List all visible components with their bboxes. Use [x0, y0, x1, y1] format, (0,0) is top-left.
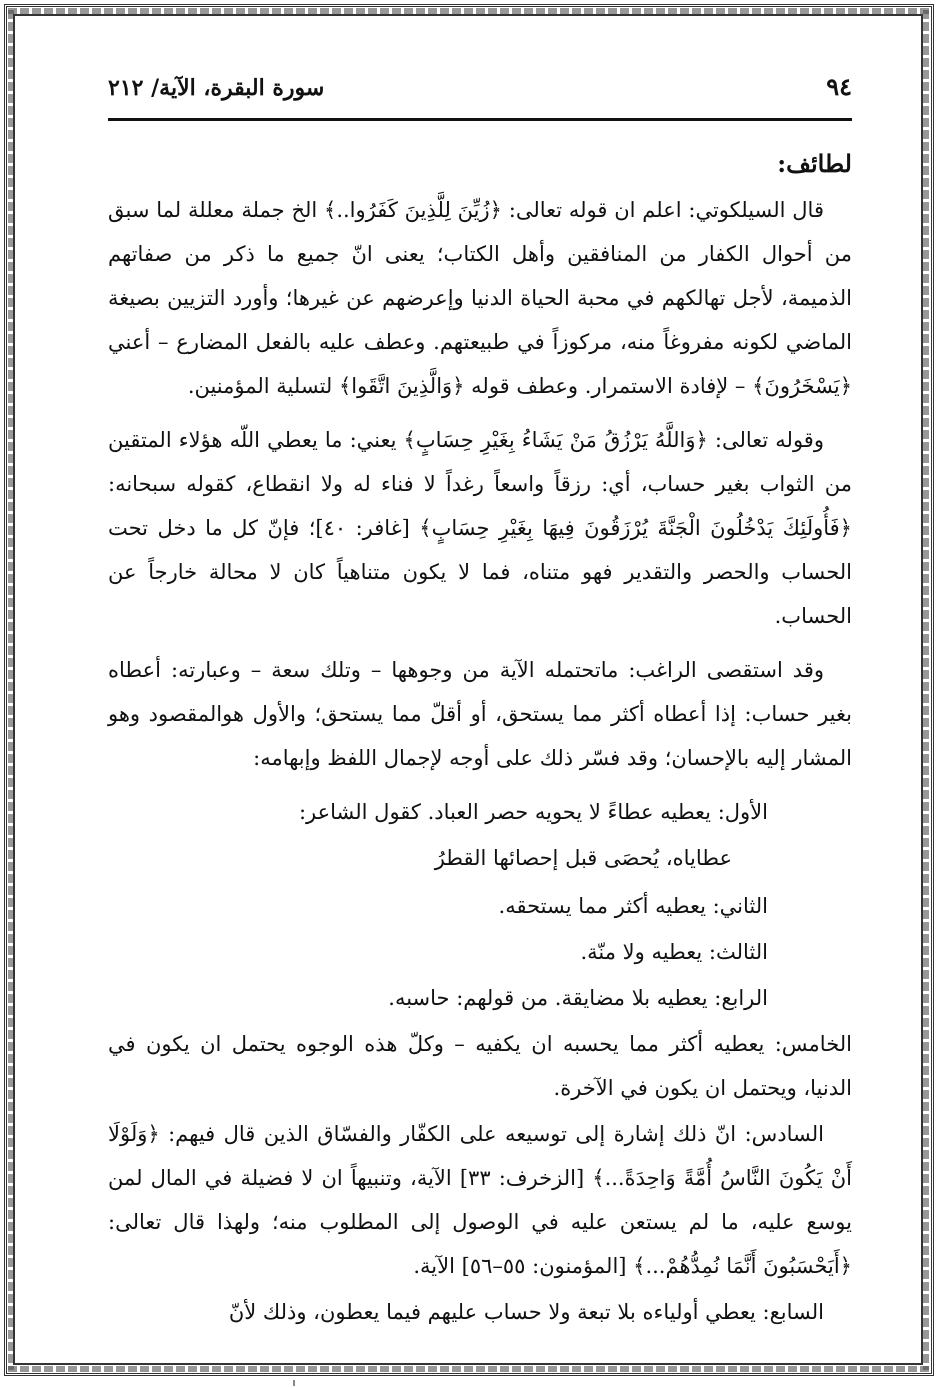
poetry-verse: عطاياه، يُحصَى قبل إحصائها القطرُ — [434, 846, 732, 870]
running-title: سورة البقرة، الآية/ ٢١٢ — [108, 75, 325, 101]
list-item-fifth: الخامس: يعطيه أكثر مما يحسبه ان يكفيه – وكلّ هذه الوجوه يحتمل ان يكون في الدنيا، ويحتمل ان يكون في الآخرة. — [108, 1032, 852, 1100]
paragraph-3: وقد استقصى الراغب: ماتحتمله الآية من وجوهها – وتلك سعة – وعبارته: أعطاه بغير حساب: إذا أعطاه أكثر مما يستحق، أو أقلّ مما يستحق؛ والأول هوالمقصود وهو المشار إليه بالإحسان؛ وقد فسّر ذلك على أوجه لإجمال اللفظ وإبهامه: — [108, 658, 852, 770]
section-title: لطائف: — [777, 149, 852, 178]
paragraph-1: قال السيلكوتي: اعلم ان قوله تعالى: ﴿زُيِّنَ لِلَّذِينَ كَفَرُوا..﴾ الخ جملة معللة لما سبق من أحوال الكفار من المنافقين وأهل الكتاب؛ يعنى انّ جميع ما ذكر من صفاتهم الذميمة، لأجل تهالكهم في محبة الحياة الدنيا وإعرضهم عن غيرها؛ وأورد التزيين بصيغة الماضي لكونه مفروغاً منه، مركوزاً في طبيعتهم. وعطف عليه بالفعل المضارع – أعني ﴿يَسْخَرُونَ﴾ – لإفادة الاستمرار. وعطف قوله ﴿وَالَّذِينَ اتَّقَوا﴾ لتسلية المؤمنين. — [108, 198, 852, 398]
page-header — [108, 72, 852, 121]
scan-mark — [293, 1380, 295, 1386]
interpretations-list — [108, 790, 852, 1334]
list-item-first: الأول: يعطيه عطاءً لا يحويه حصر العباد. كقول الشاعر: — [298, 800, 768, 824]
page-number: ٩٤ — [826, 72, 852, 101]
list-item-fourth: الرابع: يعطيه بلا مضايقة. من قولهم: حاسبه. — [388, 986, 768, 1010]
list-item-sixth: السادس: انّ ذلك إشارة إلى توسيعه على الكفّار والفسّاق الذين قال فيهم: ﴿وَلَوْلَا أَنْ يَكُونَ النَّاسُ أُمَّةً وَاحِدَةً...﴾ [الزخرف: ٣٣] الآية، وتنبيهاً ان لا فضيلة في المال لمن يوسع عليه، ما لم يستعن عليه في الوصول إلى المطلوب منه؛ ولهذا قال تعالى: ﴿أَيَحْسَبُونَ أَنَّمَا نُمِدُّهُمْ...﴾ [المؤمنون: ٥٥–٥٦] الآية. — [108, 1122, 852, 1278]
list-item-third: الثالث: يعطيه ولا منّة. — [580, 940, 768, 964]
list-item-seventh: السابع: يعطي أولياءه بلا تبعة ولا حساب عليهم فيما يعطون، وذلك لأنّ — [228, 1300, 824, 1324]
page-content — [108, 72, 852, 1336]
list-item-second: الثاني: يعطيه أكثر مما يستحقه. — [498, 894, 768, 918]
paragraph-2: وقوله تعالى: ﴿وَاللَّهُ يَرْزُقُ مَنْ يَشَاءُ بِغَيْرِ حِسَابٍ﴾ يعني: ما يعطي اللّه هؤلاء المتقين من الثواب بغير حساب، أي: رزقاً واسعاً رغداً لا فناء له ولا انقطاع، كقوله سبحانه: ﴿فَأُولَئِكَ يَدْخُلُونَ الْجَنَّةَ يُرْزَقُونَ فِيهَا بِغَيْرِ حِسَابٍ﴾ [غافر: ٤٠]؛ فإنّ كل ما دخل تحت الحساب والحصر والتقدير فهو متناه، فما لا يكون متناهياً كان لا محالة خارجاً عن الحساب. — [108, 428, 852, 628]
